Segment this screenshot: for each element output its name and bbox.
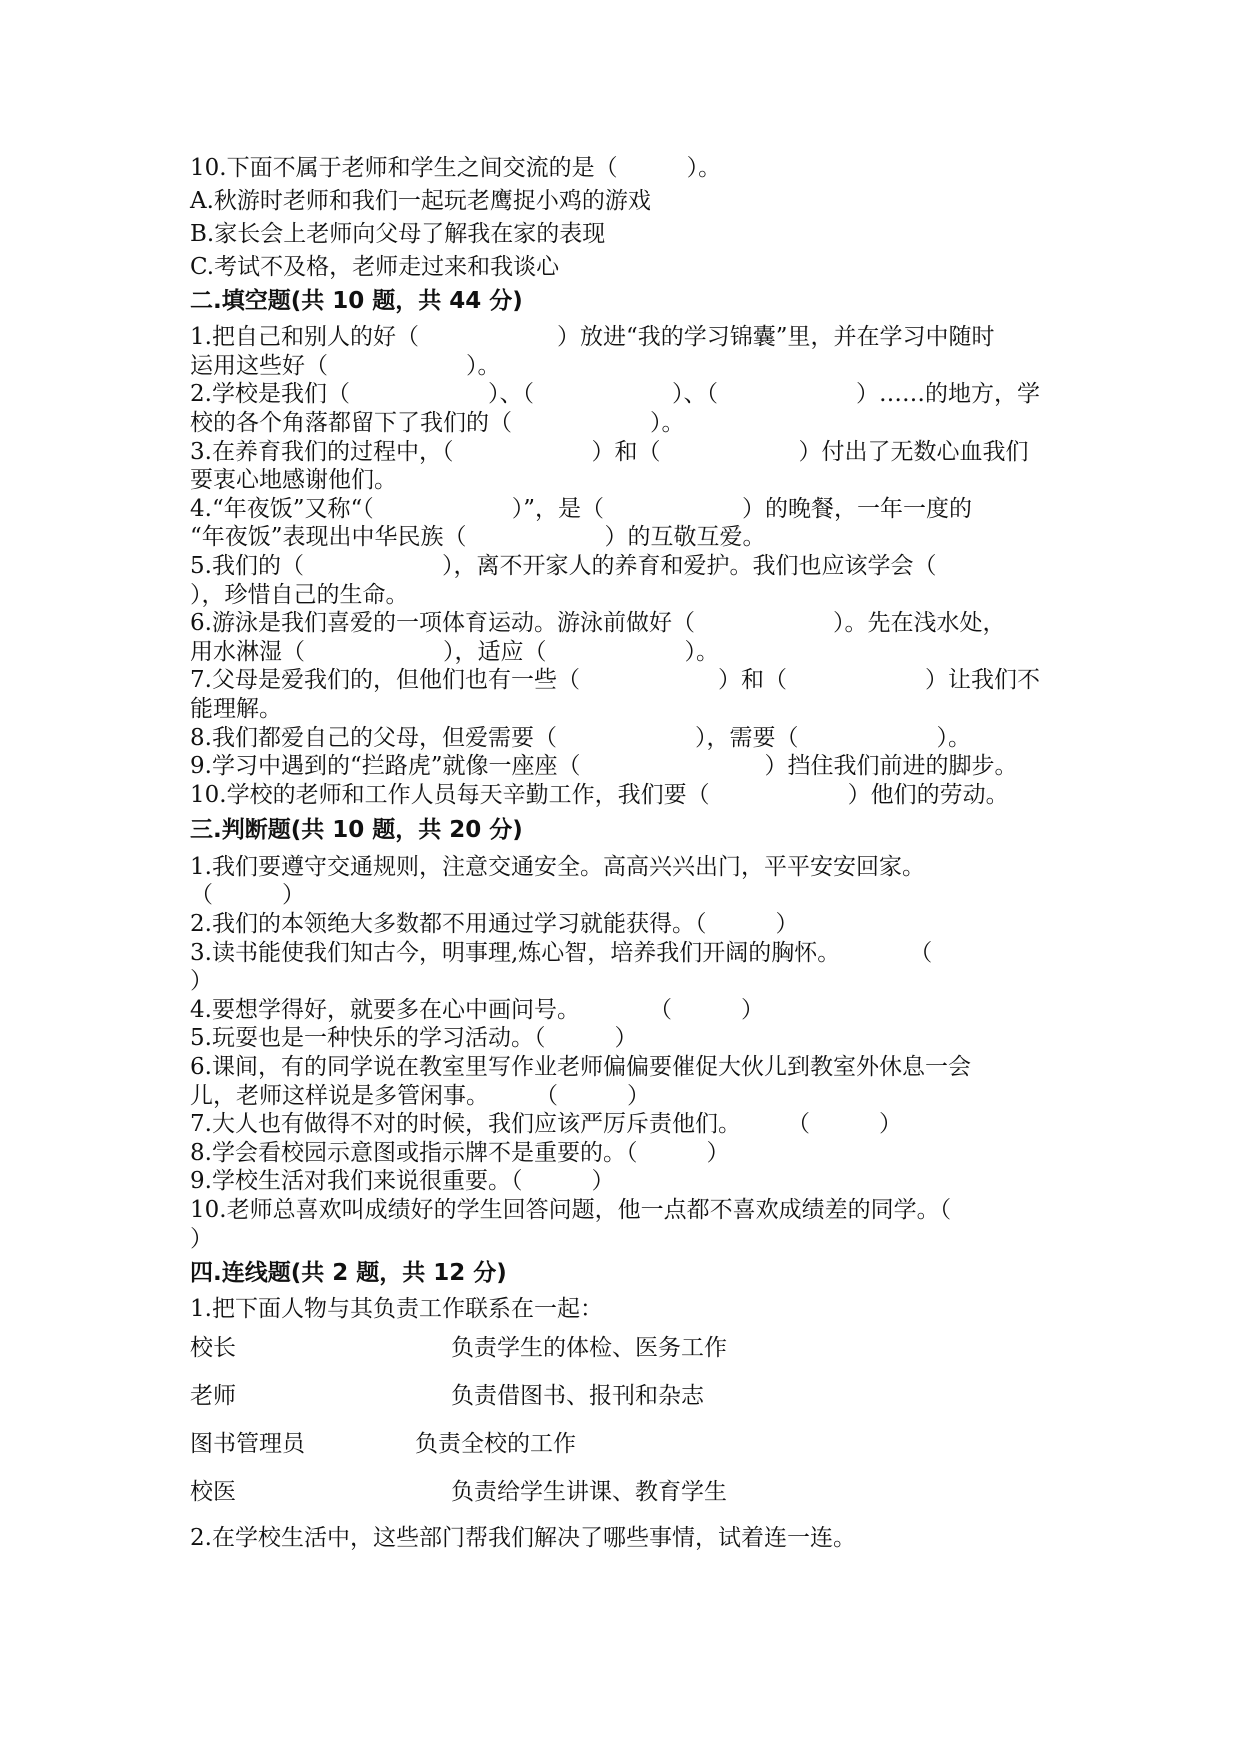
fill-blank-line: 9.学习中遇到的“拦路虎”就像一座座（ ）挡住我们前进的脚步。 [190, 753, 1018, 779]
true-false-line: （ ） [190, 882, 305, 908]
match-person: 校长 [190, 1335, 236, 1361]
fill-blank-line: 5.我们的（ ），离不开家人的养育和爱护。我们也应该学会（ [190, 553, 937, 579]
true-false-line: 4.要想学得好，就要多在心中画问号。 （ ） [190, 997, 764, 1023]
match-duty: 负责借图书、报刊和杂志 [451, 1383, 704, 1409]
true-false-line: ） [190, 968, 213, 994]
true-false-line: 5.玩耍也是一种快乐的学习活动。（ ） [190, 1025, 638, 1051]
fill-blank-line: 7.父母是爱我们的，但他们也有一些（ ）和（ ）让我们不 [190, 667, 1040, 693]
true-false-line: 3.读书能使我们知古今，明事理,炼心智，培养我们开阔的胸怀。 （ [190, 940, 933, 966]
true-false-line: 10.老师总喜欢叫成绩好的学生回答问题，他一点都不喜欢成绩差的同学。（ [190, 1197, 952, 1223]
fill-blank-line: 要衷心地感谢他们。 [190, 467, 397, 493]
match-person: 老师 [190, 1383, 236, 1409]
true-false-line: 8.学会看校园示意图或指示牌不是重要的。（ ） [190, 1140, 730, 1166]
true-false-line: ） [190, 1226, 213, 1252]
option-b: B.家长会上老师向父母了解我在家的表现 [190, 221, 606, 247]
match-duty: 负责给学生讲课、教育学生 [451, 1479, 727, 1505]
true-false-line: 6.课间，有的同学说在教室里写作业老师偏偏要催促大伙儿到教室外休息一会 [190, 1054, 971, 1080]
fill-blank-line: 用水淋湿（ ），适应（ ）。 [190, 639, 719, 665]
question-10: 10.下面不属于老师和学生之间交流的是（ ）。 [190, 155, 722, 181]
fill-blank-line: 4.“年夜饭”又称“（ ）”，是（ ）的晚餐，一年一度的 [190, 496, 972, 522]
true-false-line: 儿，老师这样说是多管闲事。 （ ） [190, 1083, 650, 1109]
fill-blank-line: 校的各个角落都留下了我们的（ ）。 [190, 410, 685, 436]
matching-question-1: 1.把下面人物与其负责工作联系在一起： [190, 1296, 603, 1322]
match-duty: 负责全校的工作 [415, 1431, 576, 1457]
match-person: 图书管理员 [190, 1431, 305, 1457]
true-false-line: 2.我们的本领绝大多数都不用通过学习就能获得。（ ） [190, 911, 799, 937]
matching-question-2: 2.在学校生活中，这些部门帮我们解决了哪些事情，试着连一连。 [190, 1525, 856, 1551]
fill-blank-line: 1.把自己和别人的好（ ）放进“我的学习锦囊”里，并在学习中随时 [190, 324, 995, 350]
fill-blank-line: “年夜饭”表现出中华民族（ ）的互敬互爱。 [190, 524, 766, 550]
true-false-line: 9.学校生活对我们来说很重要。（ ） [190, 1168, 615, 1194]
option-c: C.考试不及格，老师走过来和我谈心 [190, 254, 560, 280]
true-false-line: 7.大人也有做得不对的时候，我们应该严厉斥责他们。 （ ） [190, 1111, 902, 1137]
match-duty: 负责学生的体检、医务工作 [451, 1335, 727, 1361]
section-heading-fill-blank: 二.填空题(共 10 题，共 44 分) [190, 288, 523, 314]
fill-blank-line: 6.游泳是我们喜爱的一项体育运动。游泳前做好（ ）。先在浅水处， [190, 610, 1006, 636]
fill-blank-line: 10.学校的老师和工作人员每天辛勤工作，我们要（ ）他们的劳动。 [190, 782, 1009, 808]
fill-blank-line: ），珍惜自己的生命。 [190, 582, 409, 608]
section-heading-matching: 四.连线题(共 2 题，共 12 分) [190, 1260, 507, 1286]
section-heading-true-false: 三.判断题(共 10 题，共 20 分) [190, 817, 523, 843]
fill-blank-line: 能理解。 [190, 696, 282, 722]
fill-blank-line: 运用这些好（ ）。 [190, 353, 501, 379]
fill-blank-line: 8.我们都爱自己的父母，但爱需要（ ），需要（ ）。 [190, 725, 971, 751]
fill-blank-line: 2.学校是我们（ ）、（ ）、（ ）……的地方，学 [190, 381, 1040, 407]
fill-blank-line: 3.在养育我们的过程中，（ ）和（ ）付出了无数心血我们 [190, 439, 1029, 465]
true-false-line: 1.我们要遵守交通规则，注意交通安全。高高兴兴出门，平平安安回家。 [190, 854, 925, 880]
option-a: A.秋游时老师和我们一起玩老鹰捉小鸡的游戏 [190, 188, 651, 214]
match-person: 校医 [190, 1479, 236, 1505]
